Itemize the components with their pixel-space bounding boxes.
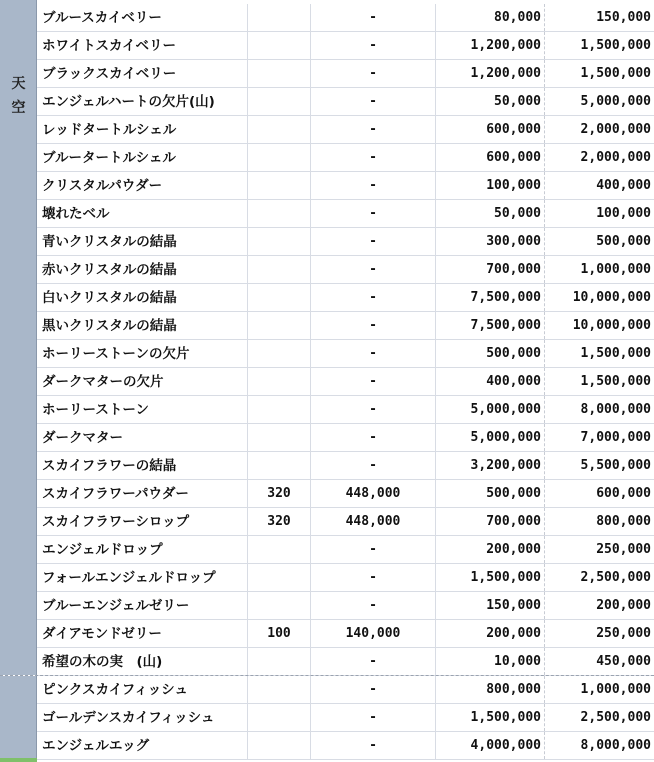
buy-price-cell[interactable]: 150,000 bbox=[435, 592, 544, 619]
quantity-cell[interactable] bbox=[247, 564, 310, 591]
table-row bbox=[37, 592, 654, 620]
buy-price-cell[interactable]: 200,000 bbox=[435, 620, 544, 647]
table-row bbox=[37, 396, 654, 424]
buy-price-cell[interactable]: 10,000 bbox=[435, 648, 544, 675]
quantity-cell[interactable] bbox=[247, 704, 310, 731]
item-name-cell[interactable]: スカイフラワーの結晶 bbox=[42, 458, 177, 474]
quantity-cell[interactable] bbox=[247, 256, 310, 283]
quantity-cell[interactable] bbox=[247, 116, 310, 143]
subtotal-cell[interactable]: - bbox=[310, 284, 435, 311]
quantity-cell[interactable] bbox=[247, 424, 310, 451]
subtotal-cell[interactable]: - bbox=[310, 144, 435, 171]
subtotal-cell[interactable]: - bbox=[310, 732, 435, 759]
quantity-cell[interactable] bbox=[247, 732, 310, 759]
quantity-cell[interactable] bbox=[247, 340, 310, 367]
buy-price-cell[interactable]: 80,000 bbox=[435, 4, 544, 31]
buy-price-cell[interactable]: 600,000 bbox=[435, 144, 544, 171]
category-label: 天 空 bbox=[11, 76, 26, 116]
quantity-cell[interactable]: 320 bbox=[247, 508, 310, 535]
table-row bbox=[37, 284, 654, 312]
item-name-cell[interactable]: エンジェルエッグ bbox=[42, 738, 150, 754]
quantity-cell[interactable] bbox=[247, 368, 310, 395]
buy-price-cell[interactable]: 100,000 bbox=[435, 172, 544, 199]
sell-price-cell[interactable]: 10,000,000 bbox=[544, 284, 654, 311]
subtotal-cell[interactable]: - bbox=[310, 340, 435, 367]
sell-price-cell[interactable]: 250,000 bbox=[544, 620, 654, 647]
table-row bbox=[37, 704, 654, 732]
quantity-cell[interactable] bbox=[247, 536, 310, 563]
quantity-cell[interactable] bbox=[247, 88, 310, 115]
quantity-cell[interactable] bbox=[247, 4, 310, 31]
table-row bbox=[37, 228, 654, 256]
table-row bbox=[37, 256, 654, 284]
sell-price-cell[interactable]: 2,500,000 bbox=[544, 564, 654, 591]
quantity-cell[interactable]: 320 bbox=[247, 480, 310, 507]
sell-price-cell[interactable]: 600,000 bbox=[544, 480, 654, 507]
quantity-cell[interactable] bbox=[247, 32, 310, 59]
item-name-cell[interactable]: ブラックスカイベリー bbox=[42, 66, 177, 82]
table-row bbox=[37, 368, 654, 396]
sell-price-cell[interactable]: 1,000,000 bbox=[544, 676, 654, 703]
quantity-cell[interactable] bbox=[247, 60, 310, 87]
sell-price-cell[interactable]: 2,000,000 bbox=[544, 116, 654, 143]
subtotal-cell[interactable]: - bbox=[310, 452, 435, 479]
item-name-cell[interactable]: 希望の木の実 (山) bbox=[42, 654, 163, 670]
subtotal-cell[interactable]: - bbox=[310, 256, 435, 283]
buy-price-cell[interactable]: 50,000 bbox=[435, 88, 544, 115]
buy-price-cell[interactable]: 400,000 bbox=[435, 368, 544, 395]
item-name-cell[interactable]: 黒いクリスタルの結晶 bbox=[42, 318, 177, 334]
table-row bbox=[37, 564, 654, 592]
subtotal-cell[interactable]: - bbox=[310, 88, 435, 115]
table-row bbox=[37, 424, 654, 452]
table-row bbox=[37, 620, 654, 648]
sell-price-cell[interactable]: 8,000,000 bbox=[544, 396, 654, 423]
table-row bbox=[37, 60, 654, 88]
quantity-cell[interactable] bbox=[247, 648, 310, 675]
subtotal-cell[interactable]: - bbox=[310, 564, 435, 591]
sell-price-cell[interactable]: 1,500,000 bbox=[544, 340, 654, 367]
item-name-cell[interactable]: レッドタートルシェル bbox=[42, 122, 177, 138]
sell-price-cell[interactable]: 450,000 bbox=[544, 648, 654, 675]
table-row bbox=[37, 536, 654, 564]
item-name-cell[interactable]: ピンクスカイフィッシュ bbox=[42, 682, 188, 698]
subtotal-cell[interactable]: - bbox=[310, 200, 435, 227]
table-row bbox=[37, 200, 654, 228]
item-name-cell[interactable]: ホワイトスカイベリー bbox=[42, 38, 177, 54]
subtotal-cell[interactable]: - bbox=[310, 396, 435, 423]
sell-price-cell[interactable]: 1,500,000 bbox=[544, 60, 654, 87]
quantity-cell[interactable] bbox=[247, 144, 310, 171]
subtotal-cell[interactable]: - bbox=[310, 368, 435, 395]
table-row bbox=[37, 172, 654, 200]
buy-price-cell[interactable]: 4,000,000 bbox=[435, 732, 544, 759]
table-row bbox=[37, 340, 654, 368]
item-name-cell[interactable]: ブルータートルシェル bbox=[42, 150, 176, 166]
item-name-cell[interactable]: ダークマター bbox=[42, 430, 123, 446]
sell-price-cell[interactable]: 2,000,000 bbox=[544, 144, 654, 171]
quantity-cell[interactable] bbox=[247, 172, 310, 199]
buy-price-cell[interactable]: 1,500,000 bbox=[435, 704, 544, 731]
item-name-cell[interactable]: 壊れたベル bbox=[42, 206, 110, 222]
subtotal-cell[interactable]: - bbox=[310, 172, 435, 199]
item-name-cell[interactable]: ホーリーストーン bbox=[42, 402, 150, 418]
subtotal-cell[interactable]: - bbox=[310, 4, 435, 31]
sell-price-cell[interactable]: 8,000,000 bbox=[544, 732, 654, 759]
sell-price-cell[interactable]: 500,000 bbox=[544, 228, 654, 255]
quantity-cell[interactable] bbox=[247, 452, 310, 479]
quantity-cell[interactable] bbox=[247, 284, 310, 311]
table-row bbox=[37, 116, 654, 144]
subtotal-cell[interactable]: 448,000 bbox=[310, 508, 435, 535]
subtotal-cell[interactable]: 140,000 bbox=[310, 620, 435, 647]
sell-price-cell[interactable]: 100,000 bbox=[544, 200, 654, 227]
item-name-cell[interactable]: クリスタルパウダー bbox=[42, 178, 163, 194]
buy-price-cell[interactable]: 200,000 bbox=[435, 536, 544, 563]
section-divider bbox=[0, 675, 654, 676]
quantity-cell[interactable] bbox=[247, 592, 310, 619]
buy-price-cell[interactable]: 700,000 bbox=[435, 256, 544, 283]
item-name-cell[interactable]: ホーリーストーンの欠片 bbox=[42, 346, 190, 362]
sell-price-cell[interactable]: 400,000 bbox=[544, 172, 654, 199]
item-name-cell[interactable]: 赤いクリスタルの結晶 bbox=[42, 262, 177, 278]
sell-price-cell[interactable]: 1,000,000 bbox=[544, 256, 654, 283]
subtotal-cell[interactable]: - bbox=[310, 32, 435, 59]
item-name-cell[interactable]: 白いクリスタルの結晶 bbox=[42, 290, 177, 306]
quantity-cell[interactable] bbox=[247, 396, 310, 423]
sell-price-cell[interactable]: 800,000 bbox=[544, 508, 654, 535]
quantity-cell[interactable] bbox=[247, 312, 310, 339]
quantity-cell[interactable]: 100 bbox=[247, 620, 310, 647]
buy-price-cell[interactable]: 500,000 bbox=[435, 340, 544, 367]
buy-price-cell[interactable]: 3,200,000 bbox=[435, 452, 544, 479]
sell-price-cell[interactable]: 200,000 bbox=[544, 592, 654, 619]
table-row bbox=[37, 4, 654, 32]
table-row bbox=[37, 312, 654, 340]
table-row bbox=[37, 508, 654, 536]
sell-price-cell[interactable]: 5,000,000 bbox=[544, 88, 654, 115]
item-name-cell[interactable]: ダイアモンドゼリー bbox=[42, 626, 162, 642]
table-row bbox=[37, 480, 654, 508]
buy-price-cell[interactable]: 300,000 bbox=[435, 228, 544, 255]
sell-price-cell[interactable]: 150,000 bbox=[544, 4, 654, 31]
table-row bbox=[37, 144, 654, 172]
buy-price-cell[interactable]: 7,500,000 bbox=[435, 284, 544, 311]
subtotal-cell[interactable]: - bbox=[310, 704, 435, 731]
quantity-cell[interactable] bbox=[247, 200, 310, 227]
item-name-cell[interactable]: 青いクリスタルの結晶 bbox=[42, 234, 177, 250]
item-name-cell[interactable]: ブルーエンジェルゼリー bbox=[42, 598, 190, 614]
buy-price-cell[interactable]: 50,000 bbox=[435, 200, 544, 227]
item-name-cell[interactable]: スカイフラワーパウダー bbox=[42, 486, 189, 502]
category-color-strip bbox=[0, 758, 37, 762]
table-row bbox=[37, 32, 654, 60]
table-row bbox=[37, 452, 654, 480]
subtotal-cell[interactable]: - bbox=[310, 536, 435, 563]
buy-price-cell[interactable]: 1,200,000 bbox=[435, 60, 544, 87]
quantity-cell[interactable] bbox=[247, 228, 310, 255]
sell-price-cell[interactable]: 7,000,000 bbox=[544, 424, 654, 451]
item-name-cell[interactable]: ブルースカイベリー bbox=[42, 10, 162, 26]
item-name-cell[interactable]: スカイフラワーシロップ bbox=[42, 514, 190, 530]
buy-price-cell[interactable]: 7,500,000 bbox=[435, 312, 544, 339]
buy-price-cell[interactable]: 1,200,000 bbox=[435, 32, 544, 59]
item-name-cell[interactable]: エンジェルハートの欠片(山) bbox=[42, 94, 215, 110]
item-name-cell[interactable]: ダークマターの欠片 bbox=[42, 374, 164, 390]
table-row bbox=[37, 732, 654, 760]
subtotal-cell[interactable]: - bbox=[310, 424, 435, 451]
item-name-cell[interactable]: エンジェルドロップ bbox=[42, 542, 163, 558]
buy-price-cell[interactable]: 600,000 bbox=[435, 116, 544, 143]
sell-price-cell[interactable]: 1,500,000 bbox=[544, 368, 654, 395]
quantity-cell[interactable] bbox=[247, 676, 310, 703]
subtotal-cell[interactable]: - bbox=[310, 312, 435, 339]
item-name-cell[interactable]: フォールエンジェルドロップ bbox=[42, 570, 216, 586]
item-name-cell[interactable]: ゴールデンスカイフィッシュ bbox=[42, 710, 215, 726]
category-column-lower bbox=[0, 676, 37, 758]
buy-price-cell[interactable]: 700,000 bbox=[435, 508, 544, 535]
table-row bbox=[37, 648, 654, 676]
buy-price-cell[interactable]: 5,000,000 bbox=[435, 396, 544, 423]
subtotal-cell[interactable]: - bbox=[310, 648, 435, 675]
buy-price-cell[interactable]: 800,000 bbox=[435, 676, 544, 703]
buy-price-cell[interactable]: 5,000,000 bbox=[435, 424, 544, 451]
buy-price-cell[interactable]: 500,000 bbox=[435, 480, 544, 507]
subtotal-cell[interactable]: - bbox=[310, 592, 435, 619]
sell-price-cell[interactable]: 2,500,000 bbox=[544, 704, 654, 731]
subtotal-cell[interactable]: - bbox=[310, 116, 435, 143]
subtotal-cell[interactable]: - bbox=[310, 676, 435, 703]
subtotal-cell[interactable]: 448,000 bbox=[310, 480, 435, 507]
subtotal-cell[interactable]: - bbox=[310, 60, 435, 87]
subtotal-cell[interactable]: - bbox=[310, 228, 435, 255]
table-row bbox=[37, 676, 654, 704]
sell-price-cell[interactable]: 250,000 bbox=[544, 536, 654, 563]
buy-price-cell[interactable]: 1,500,000 bbox=[435, 564, 544, 591]
sell-price-cell[interactable]: 10,000,000 bbox=[544, 312, 654, 339]
sell-price-cell[interactable]: 5,500,000 bbox=[544, 452, 654, 479]
sell-price-cell[interactable]: 1,500,000 bbox=[544, 32, 654, 59]
table-row bbox=[37, 88, 654, 116]
